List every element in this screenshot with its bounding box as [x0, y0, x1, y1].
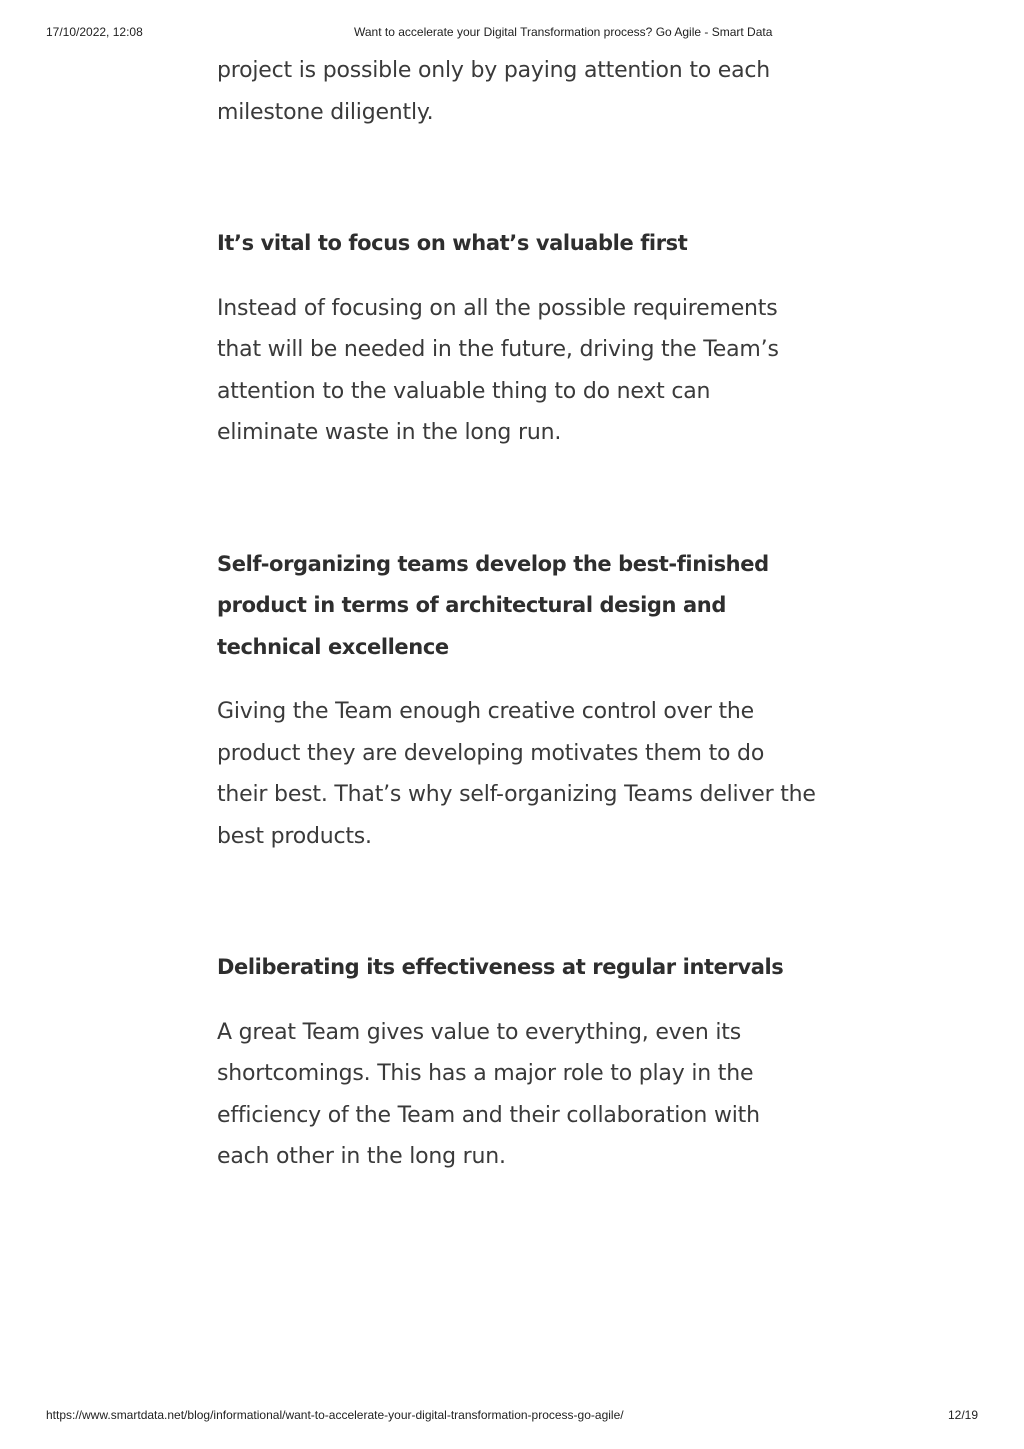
article-body: [217, 50, 817, 1178]
section-body-focus-valuable: Instead of focusing on all the possible requirements that will be needed in the future, driving the Team’s attention to the valuable thing to do next can eliminate waste in the long run.: [217, 295, 779, 445]
print-page-number: 12/19: [947, 1408, 978, 1422]
section-body-self-organizing: Giving the Team enough creative control over the product they are developing motivates them to do their best. That’s why self-organizing Teams deliver the best products.: [217, 699, 816, 849]
print-date: 17/10/2022, 12:08: [46, 25, 143, 39]
print-url: https://www.smartdata.net/blog/informational/want-to-accelerate-your-digital-transformation-process-go-agile/: [46, 1408, 624, 1422]
intro-paragraph-tail: project is possible only by paying attention to each milestone diligently.: [217, 58, 771, 125]
print-page-title: Want to accelerate your Digital Transformation process? Go Agile - Smart Data: [354, 25, 773, 39]
section-body-effectiveness: A great Team gives value to everything, even its shortcomings. This has a major role to play in the efficiency of the Team and their collaboration with each other in the long run.: [217, 1019, 760, 1169]
section-heading-focus-valuable: It’s vital to focus on what’s valuable first: [217, 231, 688, 255]
section-heading-effectiveness: Deliberating its effectiveness at regular intervals: [217, 955, 784, 979]
section-heading-self-organizing: Self-organizing teams develop the best-finished product in terms of architectural design and technical excellence: [217, 551, 769, 659]
